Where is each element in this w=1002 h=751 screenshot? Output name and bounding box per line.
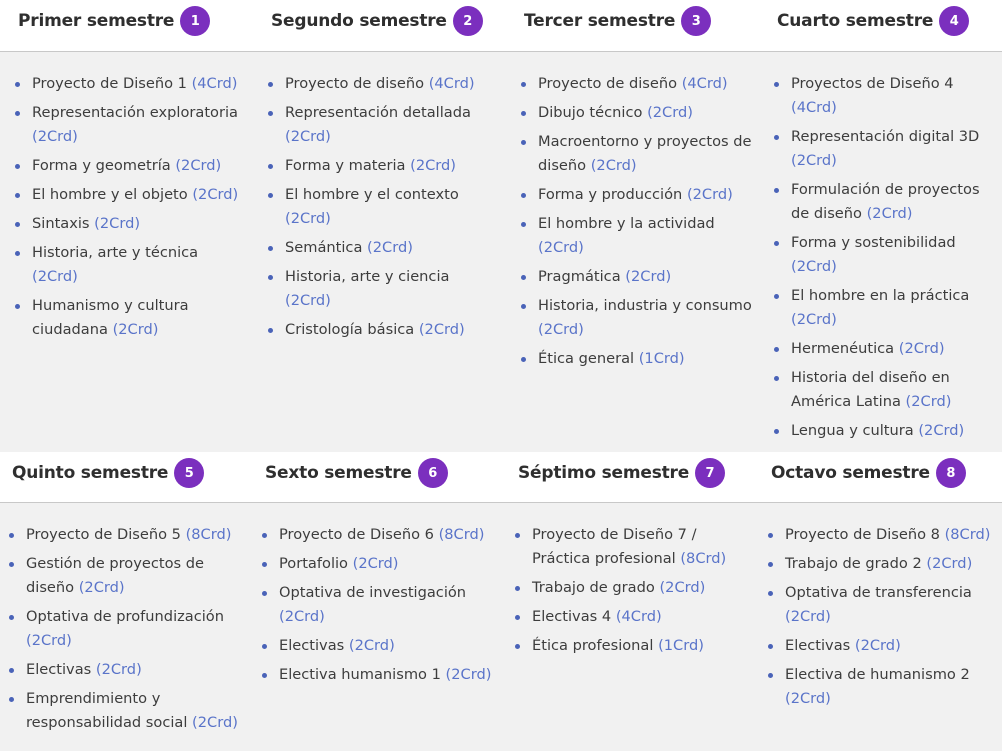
course-item <box>773 72 999 120</box>
semester-1-course-list <box>14 72 246 347</box>
course-credits: (8Crd) <box>438 526 485 543</box>
course-credits: (2Crd) <box>410 157 456 174</box>
course-name: Forma y producción <box>538 186 687 203</box>
course-name: Proyectos de Diseño 4 <box>791 75 954 92</box>
course-item <box>520 130 752 178</box>
course-name: El hombre y el contexto <box>285 186 459 203</box>
course-name: Historia, industria y consumo <box>538 297 752 314</box>
course-name: Ética profesional <box>532 637 659 654</box>
course-item <box>514 605 746 629</box>
course-name: Cristología básica <box>285 321 419 338</box>
course-credits: (2Crd) <box>538 321 584 338</box>
course-name: Historia, arte y técnica <box>32 244 199 261</box>
content-row <box>0 52 1002 452</box>
semester-7-number-badge: 7 <box>695 458 725 488</box>
course-name: Lengua y cultura <box>791 422 919 439</box>
course-name: Humanismo y cultura ciudadana <box>32 297 189 338</box>
course-credits: (2Crd) <box>866 205 913 222</box>
course-name: Emprendimiento y responsabilidad social <box>26 690 193 731</box>
course-credits: (2Crd) <box>791 258 837 275</box>
course-item <box>261 634 499 658</box>
course-credits: (2Crd) <box>418 321 465 338</box>
course-credits: (2Crd) <box>32 268 78 285</box>
course-credits: (4Crd) <box>615 608 662 625</box>
course-credits: (2Crd) <box>285 210 331 227</box>
course-name: Trabajo de grado <box>532 579 660 596</box>
course-item <box>520 212 752 260</box>
course-name: El hombre y el objeto <box>32 186 193 203</box>
semester-5-course-list <box>8 523 246 740</box>
course-item <box>767 634 999 658</box>
course-item <box>514 523 746 571</box>
course-name: Representación exploratoria <box>32 104 238 121</box>
course-name: Dibujo técnico <box>538 104 648 121</box>
course-name: Electivas <box>785 637 855 654</box>
course-item <box>520 294 752 342</box>
course-item <box>520 265 752 289</box>
course-credits: (2Crd) <box>905 393 952 410</box>
semester-4-title: Cuarto semestre <box>777 11 934 31</box>
course-name: Pragmática <box>538 268 626 285</box>
semester-1-header <box>18 0 210 42</box>
course-credits: (8Crd) <box>185 526 232 543</box>
course-name: Optativa de investigación <box>279 584 467 601</box>
course-item <box>8 687 246 735</box>
header-row <box>0 0 1002 52</box>
course-name: Electivas <box>279 637 349 654</box>
course-name: Gestión de proyectos de diseño <box>26 555 205 596</box>
content-row <box>0 503 1002 751</box>
course-item <box>773 419 999 443</box>
course-item <box>267 101 499 149</box>
course-item <box>773 178 999 226</box>
semester-8-course-list <box>767 523 999 716</box>
course-item <box>267 183 499 231</box>
semester-7-course-list <box>514 523 746 663</box>
semester-5-number-badge: 5 <box>174 458 204 488</box>
course-item <box>261 552 499 576</box>
course-name: Electiva humanismo 1 <box>279 666 446 683</box>
course-name: Optativa de transferencia <box>785 584 972 601</box>
course-item <box>767 581 999 629</box>
course-credits: (2Crd) <box>590 157 637 174</box>
semester-5-title: Quinto semestre <box>12 463 169 483</box>
course-credits: (2Crd) <box>659 579 706 596</box>
course-name: Semántica <box>285 239 368 256</box>
semester-6-title: Sexto semestre <box>265 463 412 483</box>
course-item <box>14 183 246 207</box>
course-item <box>267 72 499 96</box>
course-credits: (2Crd) <box>918 422 965 439</box>
course-item <box>267 318 499 342</box>
course-name: Representación detallada <box>285 104 471 121</box>
course-credits: (2Crd) <box>352 555 399 572</box>
course-item <box>8 552 246 600</box>
course-item <box>8 658 246 682</box>
course-name: Macroentorno y proyectos de diseño <box>538 133 752 174</box>
semester-8-number-badge: 8 <box>936 458 966 488</box>
course-name: El hombre y la actividad <box>538 215 715 232</box>
course-name: Formulación de proyectos de diseño <box>791 181 980 222</box>
course-credits: (1Crd) <box>658 637 704 654</box>
course-item <box>773 337 999 361</box>
course-item <box>773 366 999 414</box>
course-item <box>520 347 752 371</box>
course-item <box>767 552 999 576</box>
semester-1-number-badge: 1 <box>180 6 210 36</box>
course-name: Ética general <box>538 350 639 367</box>
semester-6-header <box>265 452 448 494</box>
semester-5-header <box>12 452 204 494</box>
course-credits: (2Crd) <box>32 128 78 145</box>
course-credits: (4Crd) <box>681 75 728 92</box>
course-item <box>773 284 999 332</box>
course-credits: (2Crd) <box>192 714 238 731</box>
course-name: Forma y materia <box>285 157 411 174</box>
course-credits: (1Crd) <box>638 350 685 367</box>
course-item <box>261 523 499 547</box>
course-name: Proyecto de Diseño 1 <box>32 75 192 92</box>
course-name: Electiva de humanismo 2 <box>785 666 970 683</box>
course-credits: (2Crd) <box>192 186 239 203</box>
course-credits: (2Crd) <box>78 579 125 596</box>
semester-7-header <box>518 452 725 494</box>
semester-7-title: Séptimo semestre <box>518 463 690 483</box>
course-credits: (2Crd) <box>285 128 331 145</box>
course-item <box>14 154 246 178</box>
course-credits: (8Crd) <box>680 550 727 567</box>
course-credits: (2Crd) <box>279 608 325 625</box>
course-name: Proyecto de Diseño 7 / Práctica profesional <box>532 526 697 567</box>
course-credits: (2Crd) <box>95 661 142 678</box>
header-row <box>0 452 1002 503</box>
semester-4-course-list <box>773 72 999 448</box>
semester-8-title: Octavo semestre <box>771 463 930 483</box>
course-item <box>520 183 752 207</box>
course-item <box>520 72 752 96</box>
course-item <box>267 236 499 260</box>
course-item <box>773 231 999 279</box>
course-credits: (2Crd) <box>647 104 693 121</box>
course-item <box>267 154 499 178</box>
semester-2-title: Segundo semestre <box>271 11 447 31</box>
course-credits: (2Crd) <box>625 268 672 285</box>
course-name: Proyecto de diseño <box>285 75 429 92</box>
semester-4-header <box>777 0 969 42</box>
course-item <box>14 294 246 342</box>
course-item <box>261 581 499 629</box>
course-item <box>767 663 999 711</box>
course-credits: (2Crd) <box>854 637 901 654</box>
course-item <box>14 72 246 96</box>
course-credits: (2Crd) <box>26 632 72 649</box>
semester-2-header <box>271 0 483 42</box>
course-name: Electivas <box>26 661 96 678</box>
semester-3-title: Tercer semestre <box>524 11 676 31</box>
course-item <box>261 663 499 687</box>
course-credits: (2Crd) <box>348 637 395 654</box>
course-name: Representación digital 3D <box>791 128 980 145</box>
course-credits: (2Crd) <box>785 608 831 625</box>
course-name: Hermenéutica <box>791 340 899 357</box>
course-name: Forma y sostenibilidad <box>791 234 956 251</box>
semester-2-number-badge: 2 <box>453 6 483 36</box>
semester-6-number-badge: 6 <box>418 458 448 488</box>
course-item <box>14 101 246 149</box>
course-credits: (4Crd) <box>191 75 238 92</box>
semester-1-title: Primer semestre <box>18 11 175 31</box>
course-credits: (2Crd) <box>285 292 331 309</box>
course-credits: (4Crd) <box>791 99 837 116</box>
course-credits: (2Crd) <box>898 340 945 357</box>
course-credits: (2Crd) <box>791 152 837 169</box>
course-item <box>520 101 752 125</box>
course-name: Historia del diseño en América Latina <box>791 369 950 410</box>
course-credits: (2Crd) <box>791 311 837 328</box>
course-item <box>8 523 246 547</box>
course-credits: (2Crd) <box>785 690 831 707</box>
course-item <box>8 605 246 653</box>
course-item <box>773 125 999 173</box>
course-name: Optativa de profundización <box>26 608 224 625</box>
course-credits: (2Crd) <box>686 186 733 203</box>
course-name: El hombre en la práctica <box>791 287 970 304</box>
course-item <box>267 265 499 313</box>
course-name: Historia, arte y ciencia <box>285 268 450 285</box>
course-credits: (2Crd) <box>538 239 584 256</box>
course-name: Forma y geometría <box>32 157 176 174</box>
course-item <box>514 634 746 658</box>
course-credits: (2Crd) <box>367 239 413 256</box>
course-name: Portafolio <box>279 555 353 572</box>
course-name: Proyecto de diseño <box>538 75 682 92</box>
course-credits: (2Crd) <box>94 215 141 232</box>
course-credits: (2Crd) <box>445 666 492 683</box>
course-item <box>767 523 999 547</box>
course-name: Trabajo de grado 2 <box>785 555 927 572</box>
course-credits: (4Crd) <box>428 75 475 92</box>
semester-4-number-badge: 4 <box>939 6 969 36</box>
course-credits: (2Crd) <box>175 157 222 174</box>
course-name: Proyecto de Diseño 5 <box>26 526 186 543</box>
course-name: Sintaxis <box>32 215 95 232</box>
semester-2-course-list <box>267 72 499 347</box>
course-credits: (2Crd) <box>926 555 973 572</box>
semester-6-course-list <box>261 523 499 692</box>
semester-3-number-badge: 3 <box>681 6 711 36</box>
semester-8-header <box>771 452 966 494</box>
course-name: Electivas 4 <box>532 608 616 625</box>
course-credits: (2Crd) <box>112 321 159 338</box>
course-name: Proyecto de Diseño 8 <box>785 526 945 543</box>
semesters-block-5-8 <box>0 452 1002 751</box>
course-credits: (8Crd) <box>944 526 991 543</box>
course-name: Proyecto de Diseño 6 <box>279 526 439 543</box>
semester-3-course-list <box>520 72 752 376</box>
course-item <box>14 212 246 236</box>
course-item <box>514 576 746 600</box>
course-item <box>14 241 246 289</box>
semester-3-header <box>524 0 711 42</box>
